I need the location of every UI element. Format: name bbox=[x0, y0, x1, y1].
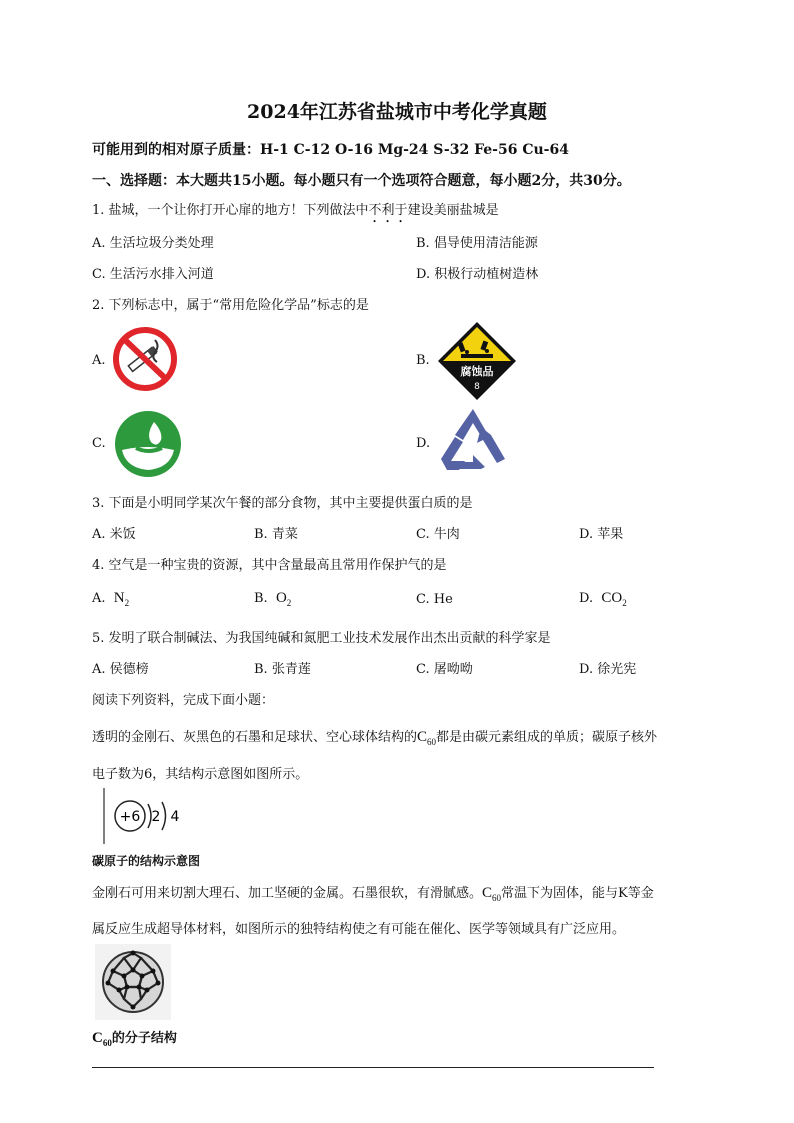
option-label: B. bbox=[254, 591, 268, 606]
q4-option-a[interactable] bbox=[92, 590, 129, 608]
reading-intro: 阅读下列资料，完成下面小题： bbox=[92, 693, 275, 708]
q5-option-a[interactable]: A. 侯德榜 bbox=[92, 662, 149, 677]
q2-label-d[interactable]: D. bbox=[416, 436, 431, 451]
q1-emphasis: 不利于 bbox=[368, 203, 408, 218]
question-5-stem: 5. 发明了联合制碱法、为我国纯碱和氮肥工业技术发展作出杰出贡献的科学家是 bbox=[92, 631, 551, 646]
q3-option-d[interactable]: D. 苹果 bbox=[579, 527, 624, 542]
q2-label-c[interactable]: C. bbox=[92, 436, 106, 451]
atomic-masses: 可能用到的相对原子质量：H-1 C-12 O-16 Mg-24 S-32 Fe-56 Cu-64 bbox=[92, 142, 569, 158]
question-3-stem: 3. 下面是小明同学某次午餐的部分食物，其中主要提供蛋白质的是 bbox=[92, 496, 473, 511]
formula-co2: $CO_2$ bbox=[601, 590, 627, 608]
caption-text: 的分子结构 bbox=[111, 1031, 177, 1046]
q1-stem-part: 1. 盐城，一个让你打开心扉的地方！下列做法中 bbox=[92, 203, 369, 218]
no-smoking-icon[interactable] bbox=[111, 326, 179, 392]
text-run: 金刚石可用来切割大理石、加工坚硬的金属。石墨很软，有滑腻感。 bbox=[92, 886, 483, 901]
q1-stem-part: 建设美丽盐城是 bbox=[407, 203, 499, 218]
c60-formula: $C_{60}$ bbox=[92, 1030, 112, 1048]
q3-option-a[interactable]: A. 米饭 bbox=[92, 527, 136, 542]
q3-option-b[interactable]: B. 青菜 bbox=[254, 527, 298, 542]
c60-caption bbox=[92, 1027, 177, 1048]
c60-molecule-image bbox=[95, 944, 171, 1020]
q5-option-d[interactable]: D. 徐光宪 bbox=[579, 662, 637, 677]
text-run: 常温下为固体，能与K等金 bbox=[501, 886, 654, 901]
recycling-icon[interactable] bbox=[437, 407, 509, 473]
q1-option-d[interactable]: D. 积极行动植树造林 bbox=[416, 267, 539, 282]
question-4-stem: 4. 空气是一种宝贵的资源，其中含量最高且常用作保护气的是 bbox=[92, 558, 447, 573]
bottom-rule bbox=[92, 1067, 654, 1068]
q1-option-c[interactable]: C. 生活污水排入河道 bbox=[92, 267, 214, 282]
option-label: A. bbox=[92, 591, 106, 606]
text-run: 都是由碳元素组成的单质；碳原子核外 bbox=[436, 730, 658, 745]
carbon-atom-caption: 碳原子的结构示意图 bbox=[92, 854, 201, 868]
formula-o2: $O_2$ bbox=[275, 590, 292, 608]
c60-formula: $C_{60}$ bbox=[482, 885, 502, 903]
q5-option-c[interactable]: C. 屠呦呦 bbox=[416, 662, 473, 677]
question-2-stem: 2. 下列标志中，属于“常用危险化学品”标志的是 bbox=[92, 298, 369, 313]
corrosive-class: 8 bbox=[474, 382, 480, 392]
water-saving-icon[interactable] bbox=[114, 410, 182, 478]
q2-label-b[interactable]: B. bbox=[416, 353, 430, 368]
q3-option-c[interactable]: C. 牛肉 bbox=[416, 527, 460, 542]
q4-option-d[interactable] bbox=[579, 590, 627, 608]
q2-label-a[interactable]: A. bbox=[92, 353, 106, 368]
q4-option-c[interactable]: C. He bbox=[416, 592, 453, 607]
q1-option-a[interactable]: A. 生活垃圾分类处理 bbox=[92, 236, 214, 251]
q5-option-b[interactable]: B. 张青莲 bbox=[254, 662, 311, 677]
q4-option-b[interactable] bbox=[254, 590, 291, 608]
c60-formula: $C_{60}$ bbox=[417, 729, 437, 747]
reading-paragraph-2 bbox=[92, 882, 654, 903]
shell-1-electrons: 2 bbox=[151, 809, 161, 825]
section-heading: 一、选择题：本大题共15小题。每小题只有一个选项符合题意，每小题2分，共30分。 bbox=[92, 173, 631, 189]
q1-option-b[interactable]: B. 倡导使用清洁能源 bbox=[416, 236, 538, 251]
reading-paragraph-2-line2: 属反应生成超导体材料，如图所示的独特结构使之有可能在催化、医学等领域具有广泛应用。 bbox=[92, 922, 626, 937]
reading-paragraph-1-line2: 电子数为6，其结构示意图如图所示。 bbox=[92, 767, 309, 782]
shell-2-electrons: 4 bbox=[170, 809, 180, 825]
nucleus-charge: +6 bbox=[119, 809, 141, 825]
question-1-stem bbox=[92, 199, 499, 226]
corrosive-hazard-icon[interactable] bbox=[437, 321, 517, 401]
corrosive-label: 腐蚀品 bbox=[460, 365, 494, 378]
page-title: 2024年江苏省盐城市中考化学真题 bbox=[247, 101, 547, 123]
formula-n2: $N_2$ bbox=[113, 590, 130, 608]
text-run: 透明的金刚石、灰黑色的石墨和足球状、空心球体结构的 bbox=[92, 730, 418, 745]
reading-paragraph-1 bbox=[92, 726, 657, 747]
carbon-atom-diagram bbox=[100, 786, 190, 846]
option-label: D. bbox=[579, 591, 594, 606]
